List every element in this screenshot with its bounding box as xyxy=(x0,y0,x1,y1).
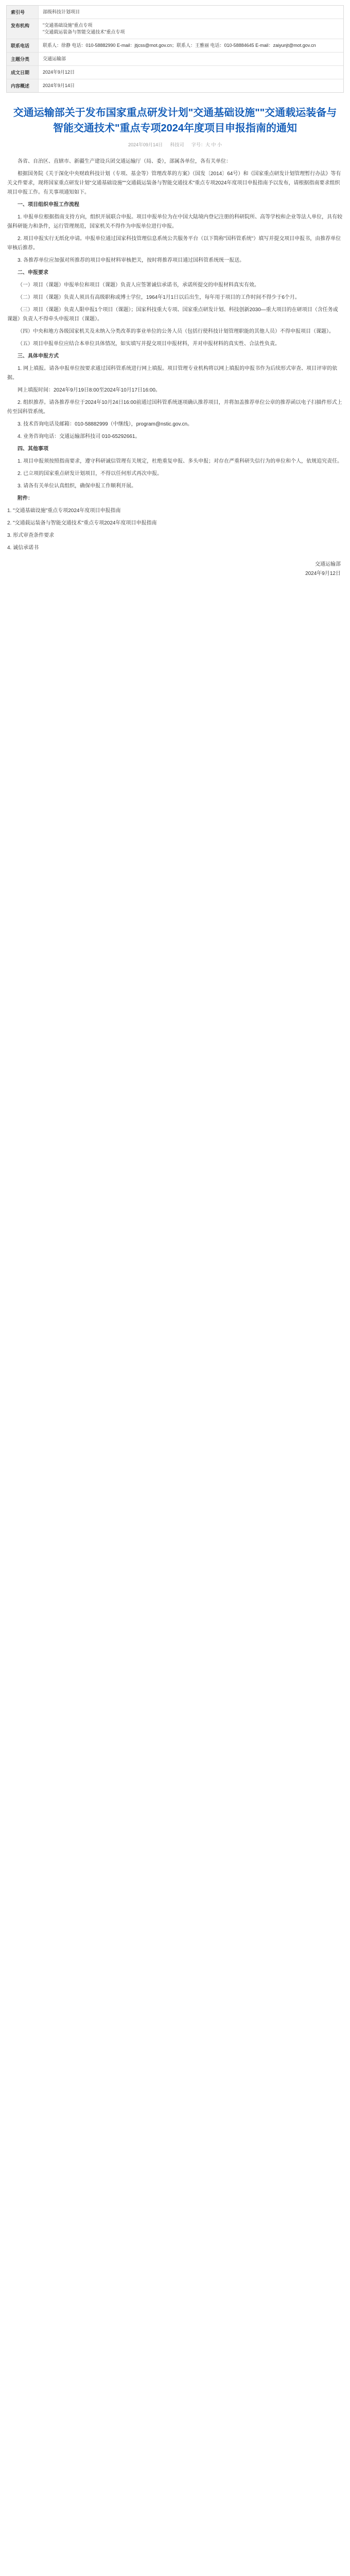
body-paragraph: （二）项目（课题）负责人须具有高级职称或博士学位，1964年1月1日以后出生，每年用于项目的工作时间不得少于6个月。 xyxy=(18,295,300,300)
body-paragraph: 根据国务院《关于深化中央财政科技计划（专项、基金等）管理改革的方案》（国发〔2014〕64号）和《国家重点研发计划管理暂行办法》等有关文件要求，现将国家重点研发计划"交通基础设施""交通载运装备与智能交通技术"重点专项2024年度项目申报指南予以发布，请根据指南要求组织项目申报工作。有关事项通知如下。 xyxy=(7,171,341,195)
meta-row xyxy=(7,6,343,19)
meta-row xyxy=(7,19,343,39)
body-paragraph: 1. 网上填报。请各申报单位按要求通过国科管系统进行网上填报。项目管理专业机构将以网上填报的申报书作为后续形式审查、项目评审的依据。 xyxy=(7,366,338,381)
body-paragraph: 3. 技术咨询电话及邮箱：010-58882999（中继线），program@nstic.gov.cn。 xyxy=(18,421,193,427)
meta-value xyxy=(39,6,343,19)
body-paragraph: 1. 项目申报须按照指南要求，遵守科研诚信管理有关规定，杜绝重复申报、多头申报；对存在严重科研失信行为的单位和个人，依规追究责任。 xyxy=(18,459,343,464)
body-paragraph: 4. 诚信承诺书 xyxy=(7,545,39,551)
publish-date: 2024年09月14日 xyxy=(128,142,163,147)
article-body xyxy=(0,157,350,553)
body-paragraph: 2. 已立项的国家重点研发计划项目，不得以任何形式再次申报。 xyxy=(18,471,163,477)
body-paragraph: （一）项目（课题）申报单位和项目（课题）负责人应签署诚信承诺书，承诺所提交的申报材料真实有效。 xyxy=(18,282,259,288)
font-size-switch[interactable]: 字号：大 中 小 xyxy=(191,142,222,147)
meta-value-line: 部级科技计划项目 xyxy=(43,9,80,14)
body-paragraph: 4. 业务咨询电话：交通运输部科技司 010-65292661。 xyxy=(18,434,141,439)
section-heading: 三、具体申报方式 xyxy=(18,353,59,359)
meta-value xyxy=(39,66,343,79)
article-source: 科技司 xyxy=(170,142,184,147)
meta-row xyxy=(7,53,343,66)
meta-key: 成文日期 xyxy=(7,66,39,79)
body-paragraph: （三）项目（课题）负责人限申报1个项目（课题）；国家科技重大专项、国家重点研发计划、科技创新2030—重大项目的在研项目（含任务或课题）负责人不得牵头申报项目（课题）。 xyxy=(7,307,338,322)
meta-row xyxy=(7,39,343,53)
meta-value-line: 联系人：徐静 电话：010-58882990 E-mail：jtjcss@mot.gov.cn；联系人：王雅丽 电话：010-58884645 E-mail：zaiyunjt@mot.gov.cn xyxy=(43,43,316,48)
body-paragraph: 1. "交通基础设施"重点专项2024年度项目申报指南 xyxy=(7,508,121,514)
body-paragraph: （四）中央和地方各级国家机关及未纳入分类改革的事业单位的公务人员（包括行使科技计划管理职能的其他人员）不得申报项目（课题）。 xyxy=(18,329,334,334)
section-heading: 二、申报要求 xyxy=(18,270,48,276)
meta-value-line: "交通基础设施"重点专项 xyxy=(43,23,93,28)
meta-row xyxy=(7,79,343,92)
meta-value xyxy=(39,19,343,39)
metadata-table xyxy=(6,5,344,93)
section-heading: 一、项目组织申报工作流程 xyxy=(18,202,79,208)
meta-row xyxy=(7,66,343,79)
body-paragraph: 2. 组织推荐。请各推荐单位于2024年10月24日16:00前通过国科管系统逐项确认推荐项目，并将加盖推荐单位公章的推荐函以电子扫描件形式上传至国科管系统。 xyxy=(7,400,342,415)
sign-date: 2024年9月12日 xyxy=(305,571,341,577)
body-paragraph: （五）项目申报单位应结合本单位具体情况，如实填写并提交项目申报材料，并对申报材料的真实性、合法性负责。 xyxy=(18,341,280,347)
section-heading: 四、其他事项 xyxy=(18,446,48,452)
body-paragraph: 2. "交通载运装备与智能交通技术"重点专项2024年度项目申报指南 xyxy=(7,520,157,526)
body-paragraph: 3. 请各有关单位认真组织，确保申报工作顺利开展。 xyxy=(18,483,137,489)
page xyxy=(0,5,350,2576)
meta-value xyxy=(39,79,343,92)
body-paragraph: 各省、自治区、直辖市、新疆生产建设兵团交通运输厅（局、委），部属各单位，各有关单位： xyxy=(18,159,231,164)
body-paragraph: 1. 申报单位根据指南支持方向，组织开展联合申报。项目申报单位为在中国大陆境内登记注册的科研院所、高等学校和企业等法人单位，具有较强科研能力和条件，运行管理规范，国家机关不得作为申报单位进行申报。 xyxy=(7,214,343,229)
meta-key: 发布机构 xyxy=(7,19,39,39)
sign-org: 交通运输部 xyxy=(315,562,341,567)
body-paragraph: 3. 各推荐单位应加强对所推荐的项目申报材料审核把关，按时将推荐项目通过国科管系统统一报送。 xyxy=(18,258,245,263)
body-paragraph: 2. 项目申报实行无纸化申请。申报单位通过国家科技管理信息系统公共服务平台（以下简称"国科管系统"）填写并提交项目申报书，由推荐单位审核后推荐。 xyxy=(7,236,341,251)
signature xyxy=(0,560,350,579)
meta-value-line: 2024年9月14日 xyxy=(43,83,75,88)
meta-key: 主题分类 xyxy=(7,53,39,65)
body-paragraph: 3. 形式审查条件要求 xyxy=(7,533,55,538)
meta-value xyxy=(39,53,343,65)
article-title: 交通运输部关于发布国家重点研发计划"交通基础设施""交通载运装备与智能交通技术"重点专项2024年度项目申报指南的通知 xyxy=(13,107,337,134)
body-paragraph: 网上填报时间：2024年9月19日8:00至2024年10月17日16:00。 xyxy=(18,387,161,393)
meta-value-line: 2024年9月12日 xyxy=(43,70,75,75)
meta-key: 联系电话 xyxy=(7,39,39,52)
meta-value xyxy=(39,39,343,52)
meta-value-line: 交通运输部 xyxy=(43,56,66,61)
meta-key: 索引号 xyxy=(7,6,39,19)
article-info xyxy=(0,141,350,148)
meta-value-line: "交通载运装备与智能交通技术"重点专项 xyxy=(43,29,125,35)
meta-key: 内容概述 xyxy=(7,79,39,92)
section-heading: 附件： xyxy=(18,496,33,501)
